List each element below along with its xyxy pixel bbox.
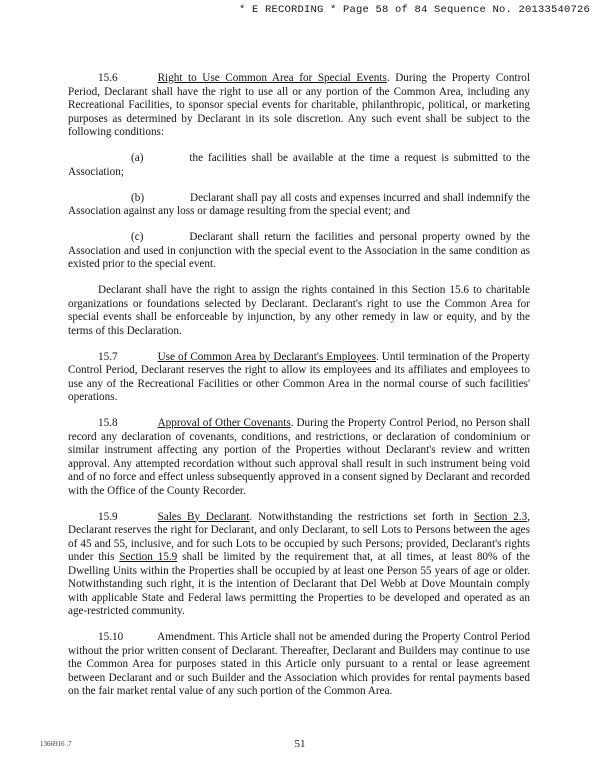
document-body [68,72,530,711]
section-number: 15.8 [98,417,118,429]
section-reference: Section 2.3 [473,510,528,523]
recording-header: * E RECORDING * Page 58 of 84 Sequence No. 20133540726 [238,4,590,16]
section-number: 15.10 [98,631,124,643]
section-reference: Section 15.9 [119,551,178,563]
section-text: . Notwithstanding the restrictions set forth in [249,510,474,523]
condition-text: the facilities shall be available at the time a request is submitted to the Association; [68,152,530,178]
section-heading: Use of Common Area by Declarant's Employees [157,350,376,363]
section-15-9 [68,511,530,619]
condition-text: Declarant shall pay all costs and expenses incurred and shall indemnify the Association against any loss or damage resulting from the special event; and [68,191,530,217]
condition-label: (a) [131,152,144,164]
section-15-10 [68,631,530,699]
document-code: 1366916 .7 [40,740,72,748]
section-heading: Approval of Other Covenants [157,417,291,429]
condition-a [68,152,530,179]
section-number: 15.7 [98,350,118,363]
section-text: . During the Property Control Period, no Person shall record any declaration of covenants, conditions, and restrictions, or declaration of condominium or similar instrument affecting any portion of the Properties without Declarant's review and written approval. Any attempted recordation without such approval shall result in such instrument being void and of no force and effect unless subsequently approved in a consent signed by Declarant and recorded with the Office of the County Recorder. [68,417,530,497]
condition-b [68,192,530,219]
section-heading: Right to Use Common Area for Special Events [157,72,387,84]
section-number: 15.9 [98,510,118,523]
section-15-7 [68,351,530,405]
section-15-6 [68,72,530,140]
section-text: . During the Property Control Period, Declarant shall have the right to use all or any portion of the Common Area, including any Recreational Facilities, to sponsor special events for charitable, philanthropic, political, or marketing purposes as determined by Declarant in its sole discretion. Any such event shall be subject to the following conditions: [68,72,531,138]
section-text: , Declarant reserves the right for Declarant, and only Declarant, to sell Lots to Persons between the ages of 45 and 55, inclusive, and for such Lots to be occupied by such Persons; provided, Declarant's rights under this [68,510,530,563]
section-number: 15.6 [98,72,118,84]
section-text: shall be limited by the requirement that, at all times, at least 80% of the Dwelling Units within the Properties shall be occupied by at least one Person 55 years of age or older. Notwithstanding such right, it is the intention of Declarant that Del Webb at Dove Mountain comply with applicable State and Federal laws permitting the Properties to be developed and operated as an age-restricted community. [68,551,530,617]
condition-label: (c) [131,231,144,243]
condition-c [68,231,530,272]
condition-text: Declarant shall return the facilities and personal property owned by the Association and used in conjunction with the special event to the Association in the same condition as existed prior to the special event. [68,231,530,270]
assignment-paragraph: Declarant shall have the right to assign the rights contained in this Section 15.6 to charitable organizations or foundations selected by Declarant. Declarant's right to use the Common Area for special events shall be enforceable by injunction, by any other remedy in law or equity, and by the terms of this Declaration. [68,284,530,337]
section-text: . Until termination of the Property Control Period, Declarant reserves the right to allow its employees and its affiliates and employees to use any of the Recreational Facilities or other Common Area in the normal course of such facilities' operations. [68,350,530,403]
condition-label: (b) [131,191,145,204]
section-text: Amendment. This Article shall not be amended during the Property Control Period without the prior written consent of Declarant. Thereafter, Declarant and Builders may continue to use the Common Area for purposes stated in this Article only pursuant to a rental or lease agreement between Declarant and or such Builder and the Association which provides for rental payments based on the fair market rental value of any such portion of the Common Area. [68,631,530,697]
page-number: 51 [294,738,306,750]
section-heading: Sales By Declarant [157,510,250,523]
section-15-8 [68,417,530,498]
